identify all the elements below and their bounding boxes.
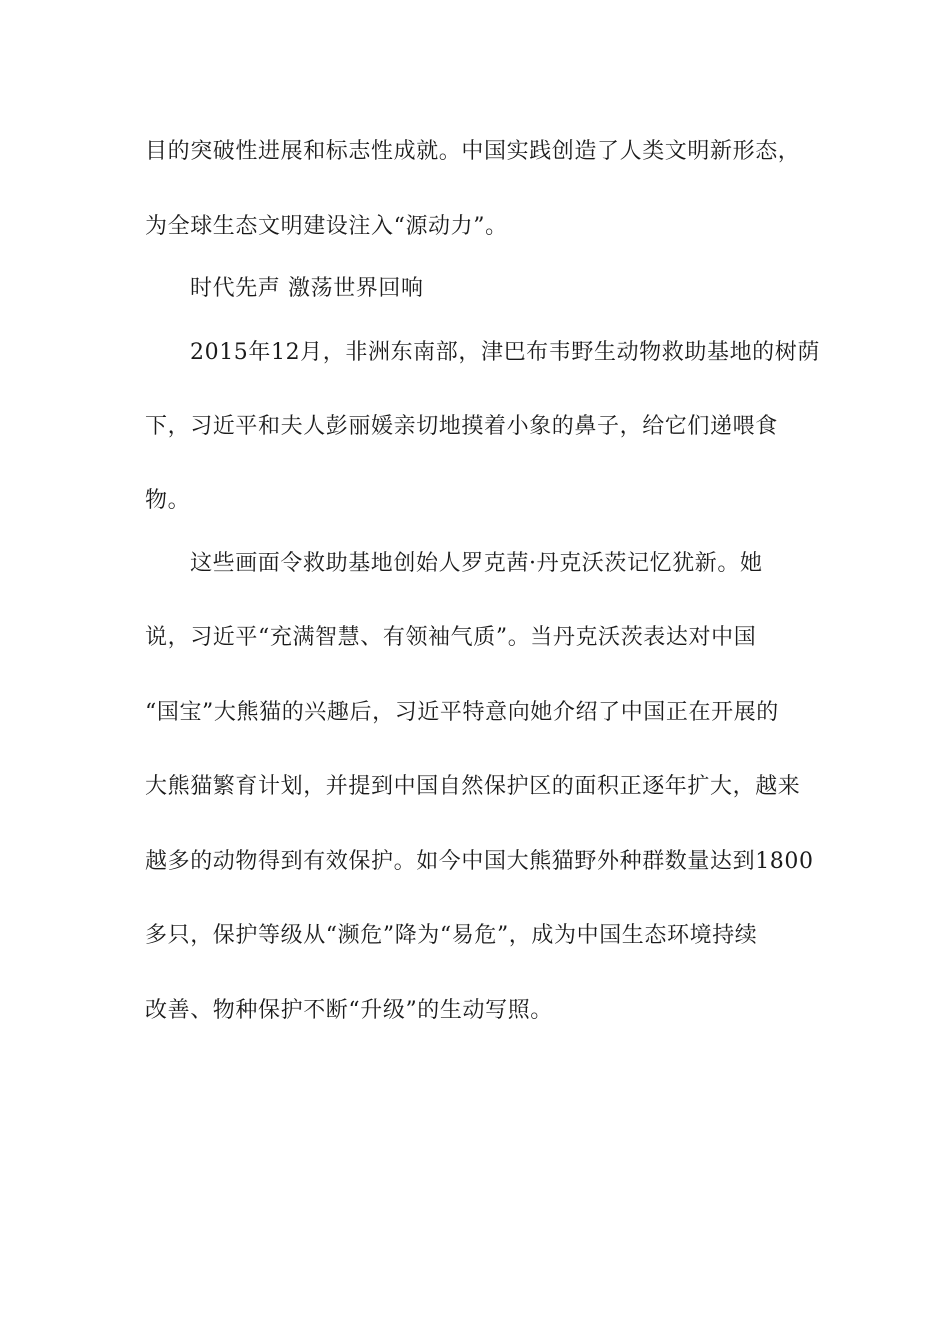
paragraph-line: “国宝”大熊猫的兴趣后，习近平特意向她介绍了中国正在开展的 (145, 700, 779, 725)
paragraph-line: 说，习近平“充满智慧、有领袖气质”。当丹克沃茨表达对中国 (145, 625, 757, 650)
paragraph-line: 2015年12月，非洲东南部，津巴布韦野生动物救助基地的树荫 (190, 340, 820, 365)
paragraph-line: 物。 (145, 488, 191, 513)
paragraph-line: 下，习近平和夫人彭丽媛亲切地摸着小象的鼻子，给它们递喂食 (145, 414, 778, 439)
paragraph-line: 这些画面令救助基地创始人罗克茜·丹克沃茨记忆犹新。她 (190, 551, 763, 576)
paragraph-line: 大熊猫繁育计划，并提到中国自然保护区的面积正逐年扩大，越来 (145, 774, 801, 799)
paragraph-line: 目的突破性进展和标志性成就。中国实践创造了人类文明新形态， (145, 139, 801, 164)
paragraph-line: 为全球生态文明建设注入“源动力”。 (145, 214, 508, 239)
section-heading: 时代先声 激荡世界回响 (190, 276, 424, 301)
paragraph-line: 越多的动物得到有效保护。如今中国大熊猫野外种群数量达到1800 (145, 849, 814, 874)
paragraph-line: 改善、物种保护不断“升级”的生动写照。 (145, 998, 553, 1023)
paragraph-line: 多只，保护等级从“濒危”降为“易危”，成为中国生态环境持续 (145, 923, 758, 948)
